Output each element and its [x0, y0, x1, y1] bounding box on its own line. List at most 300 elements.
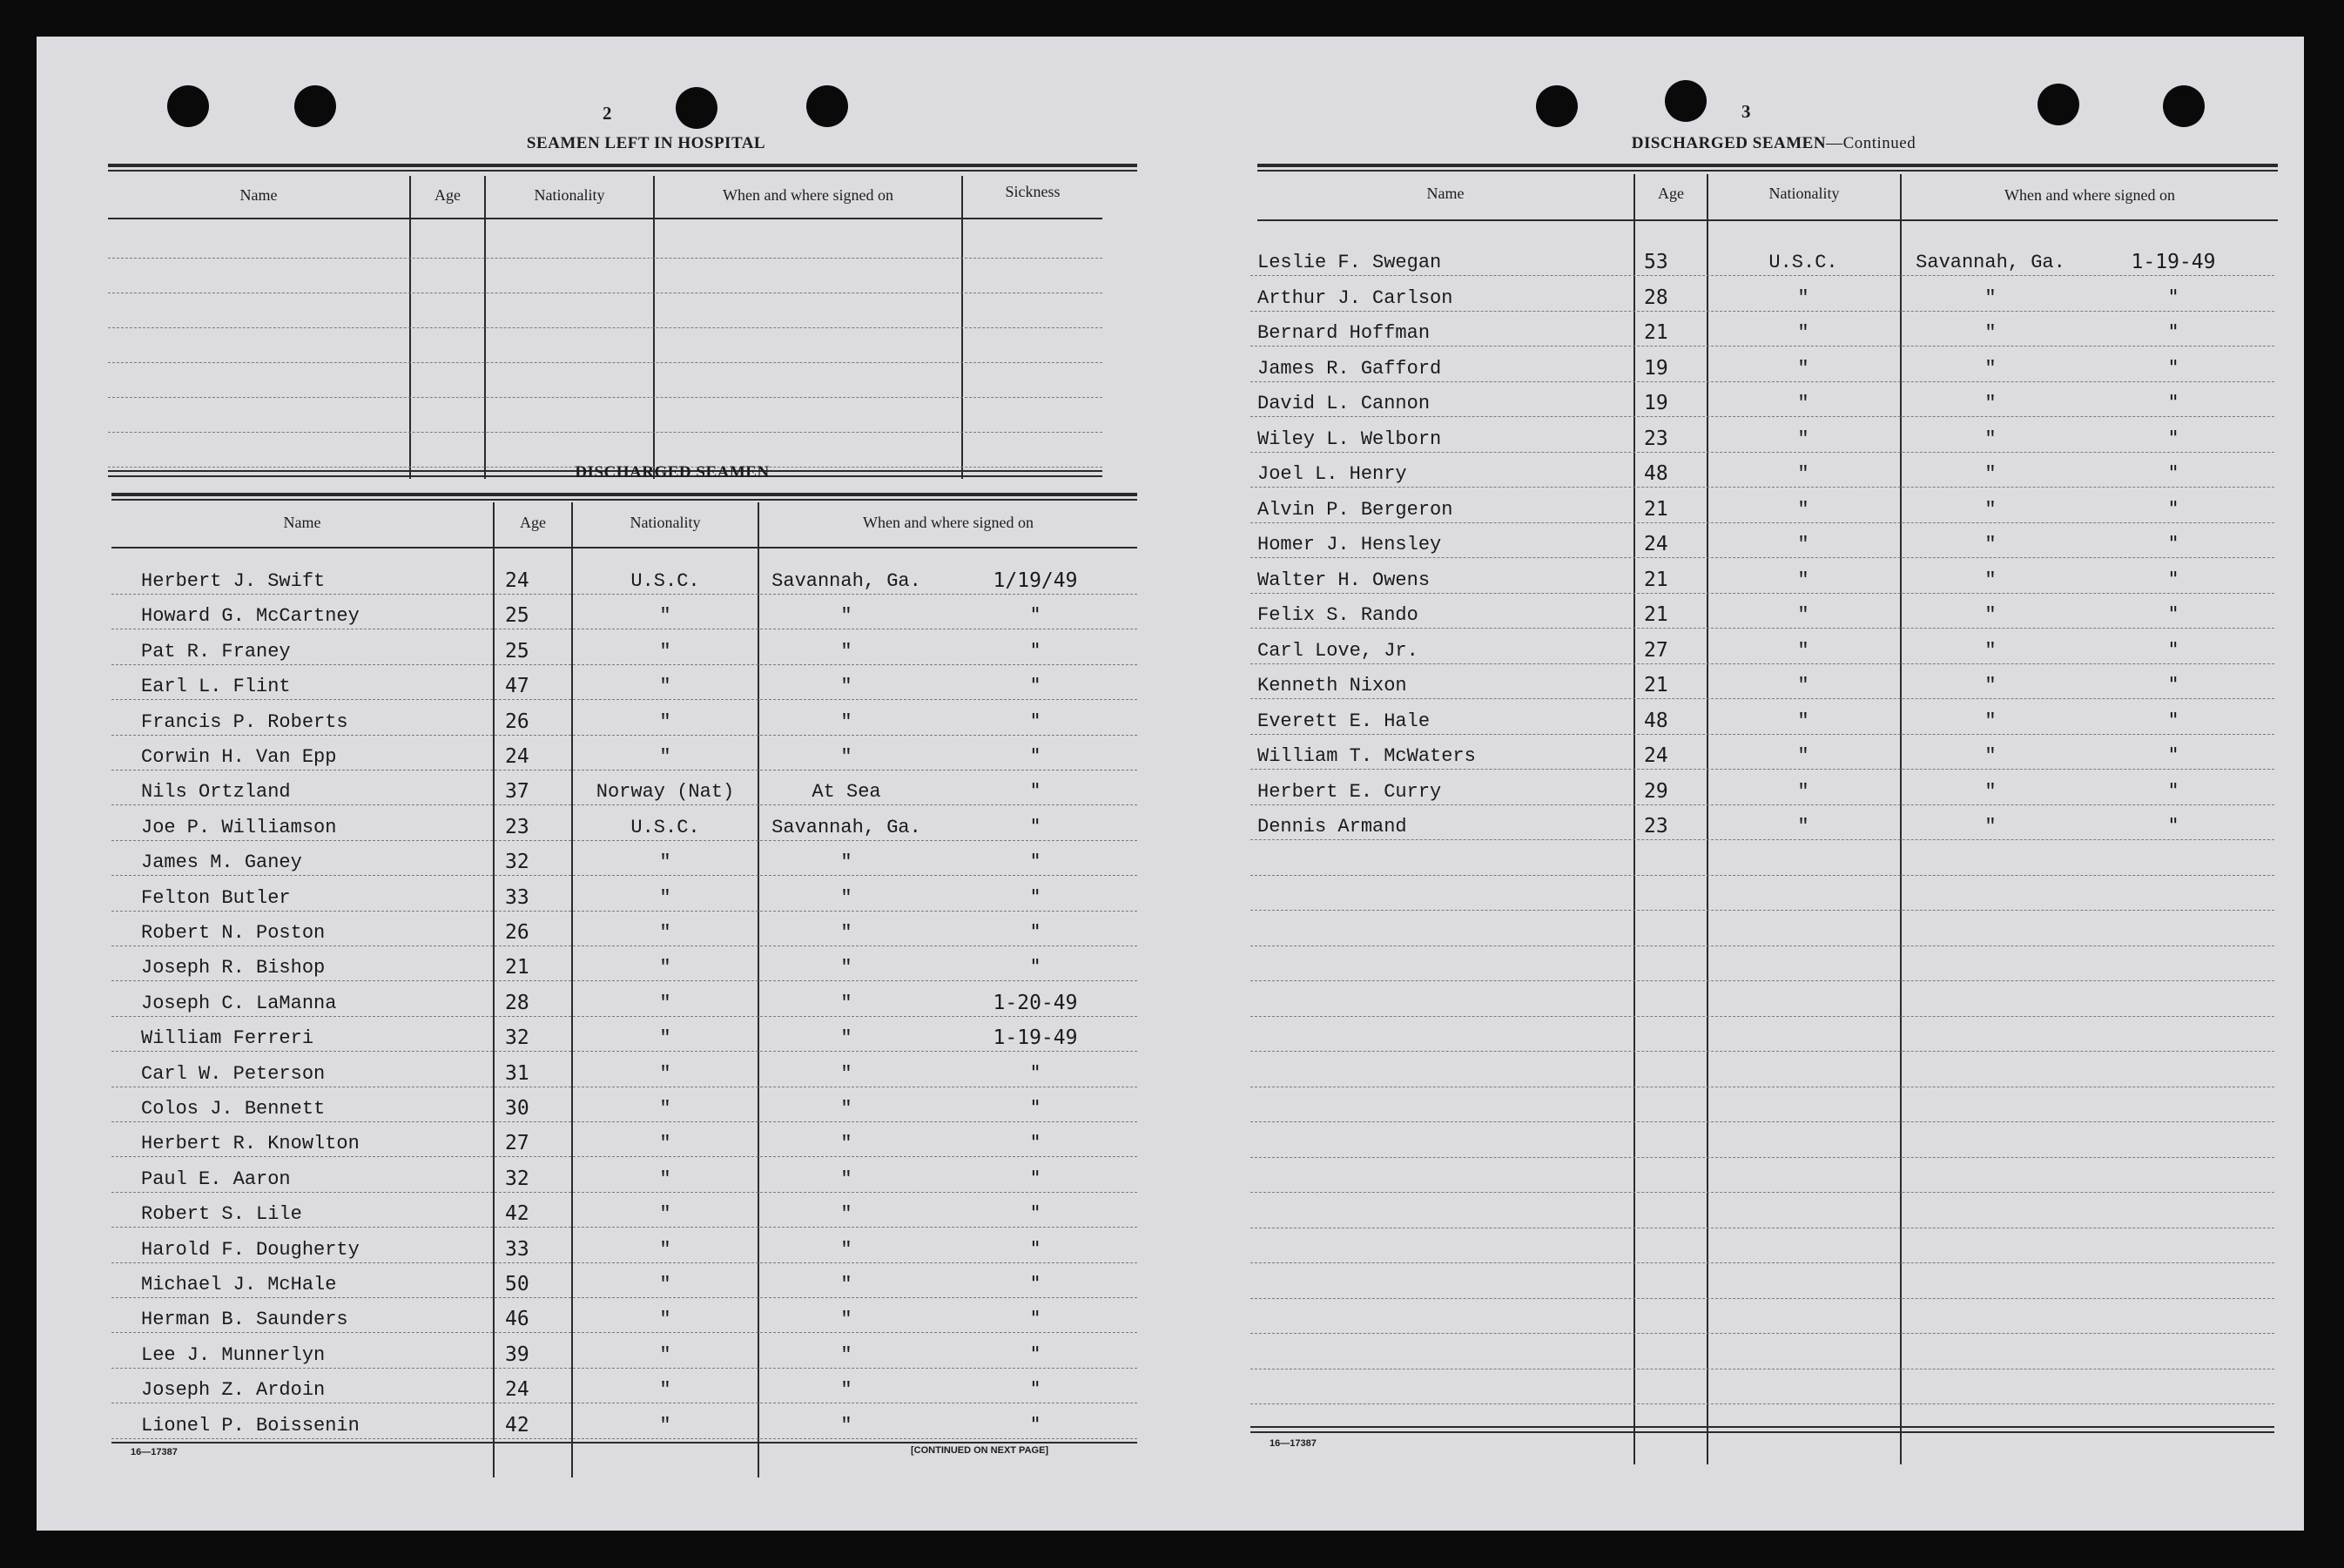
- signed-on-date: ": [1029, 851, 1041, 874]
- hospital-blank-row: [108, 397, 1102, 433]
- signed-on-place: ": [1984, 816, 1997, 838]
- signed-on-date: ": [2167, 568, 2179, 591]
- seaman-nationality: ": [659, 1133, 671, 1155]
- blank-row: [1250, 875, 2274, 911]
- divider: [1250, 1426, 2274, 1428]
- signed-on-place: ": [840, 676, 852, 698]
- seaman-age: 23: [1644, 815, 1668, 838]
- left-page-number: 2: [603, 103, 612, 124]
- divider: [111, 493, 1137, 496]
- seaman-nationality: ": [1797, 816, 1809, 838]
- seaman-age: 27: [505, 1132, 529, 1155]
- signed-on-date: ": [2167, 674, 2179, 697]
- table-row: [1250, 488, 2274, 523]
- seaman-age: 28: [505, 991, 529, 1014]
- table-row: [111, 1157, 1137, 1193]
- seaman-age: 26: [505, 921, 529, 944]
- seaman-name: Bernard Hoffman: [1257, 322, 1431, 344]
- seaman-age: 21: [1644, 568, 1668, 591]
- seaman-nationality: ": [1797, 463, 1809, 485]
- seaman-age: 37: [505, 780, 529, 804]
- signed-on-date: ": [2167, 392, 2179, 414]
- seaman-age: 21: [1644, 603, 1668, 626]
- signed-on-place: ": [1984, 780, 1997, 803]
- seaman-age: 46: [505, 1308, 529, 1331]
- seaman-nationality: ": [659, 1379, 671, 1402]
- table-row: [111, 805, 1137, 841]
- seaman-age: 32: [505, 1167, 529, 1190]
- seaman-age: 33: [505, 885, 529, 909]
- seaman-nationality: ": [659, 1274, 671, 1295]
- seaman-name: Alvin P. Bergeron: [1257, 498, 1453, 521]
- hospital-col-age: Age: [434, 186, 461, 204]
- seaman-nationality: ": [659, 605, 671, 628]
- hospital-blank-row: [108, 258, 1102, 293]
- seaman-name: William Ferreri: [141, 1027, 314, 1050]
- seaman-name: Francis P. Roberts: [141, 710, 348, 733]
- seaman-name: Lionel P. Boissenin: [141, 1414, 360, 1437]
- seaman-age: 28: [1644, 286, 1668, 309]
- seaman-name: Earl L. Flint: [141, 676, 291, 698]
- divider: [108, 218, 1102, 219]
- signed-on-date: ": [1029, 710, 1041, 733]
- seaman-age: 32: [505, 1026, 529, 1050]
- seaman-name: Arthur J. Carlson: [1257, 286, 1453, 309]
- seaman-nationality: ": [659, 676, 671, 698]
- seaman-nationality: ": [659, 746, 671, 768]
- table-row: [111, 981, 1137, 1017]
- seaman-age: 24: [505, 569, 529, 592]
- signed-on-place: ": [1984, 286, 1997, 309]
- table-row: [111, 911, 1137, 946]
- table-row: [111, 1052, 1137, 1087]
- table-row: [1250, 770, 2274, 805]
- punch-hole-icon: [676, 87, 717, 129]
- hospital-blank-row: [108, 223, 1102, 259]
- right-page-number: 3: [1741, 101, 1751, 122]
- table-row: [1250, 663, 2274, 699]
- divider: [111, 547, 1137, 548]
- seaman-nationality: ": [659, 1238, 671, 1261]
- signed-on-date: ": [2167, 603, 2179, 626]
- seaman-nationality: ": [659, 1203, 671, 1226]
- blank-row: [1250, 1016, 2274, 1052]
- table-row: [1250, 804, 2274, 840]
- signed-on-date: ": [2167, 356, 2179, 380]
- table-row: [1250, 734, 2274, 770]
- seaman-age: 33: [505, 1237, 529, 1261]
- seaman-nationality: ": [1797, 393, 1809, 414]
- seaman-nationality: ": [659, 640, 671, 663]
- hospital-col-signed-on: When and where signed on: [723, 186, 893, 204]
- divider: [1257, 170, 2278, 172]
- signed-on-date: ": [1029, 1202, 1041, 1226]
- hospital-blank-row: [108, 432, 1102, 468]
- signed-on-date: ": [1029, 885, 1041, 909]
- seaman-nationality: ": [1797, 604, 1809, 626]
- seaman-nationality: ": [659, 1343, 671, 1366]
- seaman-name: Carl W. Peterson: [141, 1062, 326, 1085]
- signed-on-date: ": [1029, 956, 1041, 979]
- seaman-age: 50: [505, 1273, 529, 1295]
- seaman-age: 26: [505, 710, 529, 733]
- signed-on-date: ": [1029, 1273, 1041, 1295]
- signed-on-place: ": [1984, 675, 1997, 697]
- seaman-nationality: ": [1797, 357, 1809, 380]
- seaman-age: 39: [505, 1343, 529, 1366]
- seaman-age: 19: [1644, 392, 1668, 414]
- signed-on-date: ": [1029, 675, 1041, 698]
- signed-on-place: ": [840, 1414, 852, 1437]
- seaman-name: Dennis Armand: [1257, 816, 1407, 838]
- seaman-name: Joel L. Henry: [1257, 463, 1407, 485]
- blank-row: [1250, 1122, 2274, 1158]
- seaman-age: 31: [505, 1061, 529, 1085]
- seaman-name: Joseph Z. Ardoin: [141, 1379, 326, 1402]
- seaman-age: 32: [505, 851, 529, 874]
- seaman-name: Joe P. Williamson: [141, 816, 337, 838]
- seaman-nationality: ": [659, 851, 671, 874]
- divider: [108, 170, 1137, 172]
- table-row: [1250, 593, 2274, 629]
- signed-on-date: ": [1029, 1378, 1041, 1402]
- punch-hole-icon: [167, 85, 209, 127]
- seaman-nationality: ": [659, 1414, 671, 1437]
- signed-on-place: ": [840, 746, 852, 768]
- divider: [111, 1442, 1137, 1444]
- seaman-nationality: ": [1797, 427, 1809, 450]
- blank-row: [1250, 911, 2274, 946]
- seaman-nationality: U.S.C.: [630, 570, 700, 592]
- table-row: [111, 1297, 1137, 1333]
- blank-row: [1250, 1052, 2274, 1087]
- table-row: [1250, 452, 2274, 488]
- signed-on-place: ": [1984, 710, 1997, 732]
- seaman-name: Joseph R. Bishop: [141, 957, 326, 979]
- signed-on-date: ": [2167, 779, 2179, 803]
- right-col-age: Age: [1658, 185, 1684, 202]
- seaman-name: Nils Ortzland: [141, 781, 291, 804]
- seaman-nationality: ": [659, 886, 671, 909]
- blank-row: [1250, 1157, 2274, 1193]
- right-col-signed-on: When and where signed on: [2004, 186, 2175, 204]
- seaman-name: Joseph C. LaManna: [141, 992, 337, 1014]
- seaman-age: 23: [505, 815, 529, 838]
- table-row: [111, 946, 1137, 981]
- blank-row: [1250, 1087, 2274, 1122]
- seaman-age: 48: [1644, 462, 1668, 485]
- seaman-nationality: ": [1797, 286, 1809, 309]
- seaman-nationality: ": [659, 957, 671, 979]
- seaman-name: Herbert R. Knowlton: [141, 1133, 360, 1155]
- signed-on-place: ": [1984, 534, 1997, 555]
- signed-on-date: ": [2167, 744, 2179, 767]
- seaman-name: Howard G. McCartney: [141, 605, 360, 628]
- blank-row: [1250, 840, 2274, 876]
- divider: [111, 499, 1137, 501]
- blank-row: [1250, 946, 2274, 981]
- table-row: [111, 664, 1137, 700]
- table-row: [111, 840, 1137, 876]
- signed-on-place: ": [840, 1203, 852, 1226]
- signed-on-place: ": [840, 1168, 852, 1190]
- signed-on-place: Savannah, Ga.: [1916, 252, 2065, 273]
- seaman-name: Lee J. Munnerlyn: [141, 1343, 326, 1366]
- signed-on-date: 1/19/49: [993, 569, 1078, 592]
- signed-on-date: ": [2167, 427, 2179, 450]
- seaman-age: 21: [1644, 674, 1668, 697]
- signed-on-date: ": [1029, 1237, 1041, 1261]
- seaman-nationality: ": [659, 710, 671, 733]
- signed-on-place: ": [840, 957, 852, 979]
- table-row: [111, 1192, 1137, 1228]
- signed-on-date: 1-19-49: [2131, 251, 2216, 273]
- table-row: [111, 770, 1137, 805]
- seaman-name: Kenneth Nixon: [1257, 675, 1407, 697]
- seaman-name: Paul E. Aaron: [141, 1168, 291, 1190]
- table-row: [111, 1228, 1137, 1263]
- signed-on-date: ": [1029, 780, 1041, 804]
- seaman-age: 21: [1644, 497, 1668, 521]
- seaman-name: Felton Butler: [141, 886, 291, 909]
- hospital-col-sickness: Sickness: [1005, 183, 1061, 200]
- punch-hole-icon: [2038, 84, 2079, 125]
- punch-hole-icon: [294, 85, 336, 127]
- seaman-name: David L. Cannon: [1257, 393, 1431, 414]
- right-col-name: Name: [1426, 185, 1465, 202]
- table-row: [1250, 417, 2274, 453]
- punch-hole-icon: [806, 85, 848, 127]
- signed-on-date: ": [1029, 1132, 1041, 1155]
- right-section-title: [1256, 134, 2292, 153]
- signed-on-place: ": [1984, 357, 1997, 380]
- signed-on-place: Savannah, Ga.: [771, 816, 921, 838]
- signed-on-place: ": [840, 1274, 852, 1295]
- seaman-age: 29: [1644, 779, 1668, 803]
- punch-hole-icon: [1665, 80, 1707, 122]
- seaman-age: 27: [1644, 638, 1668, 662]
- discharged-col-nationality: Nationality: [630, 514, 701, 531]
- seaman-age: 21: [505, 956, 529, 979]
- signed-on-place: ": [1984, 745, 1997, 767]
- signed-on-place: ": [840, 1098, 852, 1120]
- signed-on-date: ": [1029, 1343, 1041, 1366]
- signed-on-date: ": [2167, 497, 2179, 521]
- right-section-title-suffix: —Continued: [1826, 134, 1916, 152]
- signed-on-place: ": [840, 1027, 852, 1050]
- signed-on-date: ": [2167, 533, 2179, 555]
- table-row: [111, 594, 1137, 629]
- form-number: 16—17387: [131, 1447, 178, 1457]
- discharged-col-signed-on: When and where signed on: [863, 514, 1034, 531]
- seaman-name: James R. Gafford: [1257, 357, 1442, 380]
- signed-on-place: ": [840, 710, 852, 733]
- seaman-age: 24: [505, 745, 529, 768]
- divider: [1257, 164, 2278, 167]
- right-form-number: 16—17387: [1270, 1438, 1317, 1449]
- signed-on-date: ": [2167, 815, 2179, 838]
- blank-row: [1250, 1193, 2274, 1228]
- seaman-name: Harold F. Dougherty: [141, 1238, 360, 1261]
- right-section-title-main: DISCHARGED SEAMEN: [1631, 134, 1827, 152]
- blank-row: [1250, 1369, 2274, 1404]
- signed-on-place: ": [840, 886, 852, 909]
- hospital-blank-row: [108, 293, 1102, 328]
- table-row: [1250, 311, 2274, 347]
- table-row: [1250, 347, 2274, 382]
- seaman-nationality: ": [659, 1062, 671, 1085]
- table-row: [1250, 629, 2274, 664]
- seaman-age: 24: [505, 1378, 529, 1402]
- seaman-nationality: ": [659, 1309, 671, 1331]
- punch-hole-icon: [2163, 85, 2205, 127]
- seaman-name: Corwin H. Van Epp: [141, 746, 337, 768]
- seaman-nationality: ": [1797, 322, 1809, 344]
- seaman-name: Michael J. McHale: [141, 1274, 337, 1295]
- discharged-col-age: Age: [520, 514, 546, 531]
- signed-on-date: ": [2167, 462, 2179, 485]
- signed-on-place: ": [840, 1343, 852, 1366]
- discharged-col-name: Name: [283, 514, 321, 531]
- seaman-name: Felix S. Rando: [1257, 604, 1418, 626]
- seaman-age: 47: [505, 675, 529, 698]
- table-row: [111, 700, 1137, 736]
- seaman-age: 19: [1644, 356, 1668, 380]
- seaman-age: 23: [1644, 427, 1668, 450]
- divider: [108, 164, 1137, 167]
- hospital-col-nationality: Nationality: [534, 186, 605, 204]
- table-row: [111, 1333, 1137, 1369]
- seaman-nationality: ": [659, 1098, 671, 1120]
- hospital-col-name: Name: [239, 186, 278, 204]
- divider: [1257, 219, 2278, 221]
- signed-on-place: ": [840, 605, 852, 628]
- seaman-name: Homer J. Hensley: [1257, 534, 1442, 555]
- table-row: [111, 1368, 1137, 1403]
- seaman-nationality: ": [659, 1168, 671, 1190]
- seaman-age: 42: [505, 1202, 529, 1226]
- signed-on-place: ": [840, 1133, 852, 1155]
- seaman-age: 42: [505, 1413, 529, 1437]
- seaman-name: Colos J. Bennett: [141, 1098, 326, 1120]
- blank-row: [1250, 1334, 2274, 1369]
- signed-on-place: ": [1984, 498, 1997, 521]
- table-row: [1250, 522, 2274, 558]
- signed-on-date: ": [1029, 745, 1041, 768]
- seaman-nationality: ": [1797, 780, 1809, 803]
- signed-on-place: ": [1984, 427, 1997, 450]
- signed-on-date: ": [1029, 604, 1041, 628]
- signed-on-place: ": [1984, 569, 1997, 591]
- seaman-name: William T. McWaters: [1257, 745, 1476, 767]
- signed-on-place: ": [1984, 463, 1997, 485]
- seaman-nationality: ": [1797, 534, 1809, 555]
- blank-row: [1250, 1263, 2274, 1299]
- blank-row: [1250, 1298, 2274, 1334]
- seaman-age: 48: [1644, 709, 1668, 732]
- signed-on-date: 1-19-49: [993, 1026, 1078, 1050]
- seaman-nationality: ": [1797, 498, 1809, 521]
- signed-on-date: ": [1029, 1413, 1041, 1437]
- signed-on-date: ": [1029, 815, 1041, 838]
- signed-on-place: ": [840, 1238, 852, 1261]
- table-row: [1250, 276, 2274, 312]
- table-row: [1250, 381, 2274, 417]
- signed-on-date: ": [1029, 1167, 1041, 1190]
- signed-on-place: At Sea: [812, 781, 881, 804]
- right-col-nationality: Nationality: [1768, 185, 1840, 202]
- seaman-nationality: ": [1797, 675, 1809, 697]
- signed-on-place: ": [1984, 639, 1997, 662]
- signed-on-place: ": [1984, 322, 1997, 344]
- seaman-name: Herbert E. Curry: [1257, 780, 1442, 803]
- seaman-nationality: ": [659, 992, 671, 1014]
- seaman-name: Pat R. Franey: [141, 640, 291, 663]
- table-row: [111, 876, 1137, 912]
- signed-on-place: ": [1984, 393, 1997, 414]
- seaman-age: 21: [1644, 321, 1668, 344]
- signed-on-date: ": [1029, 1097, 1041, 1120]
- punch-hole-icon: [1536, 85, 1578, 127]
- seaman-age: 25: [505, 604, 529, 628]
- signed-on-place: ": [840, 1379, 852, 1402]
- hospital-blank-row: [108, 362, 1102, 398]
- table-row: [111, 735, 1137, 771]
- discharged-section-title: DISCHARGED SEAMEN: [575, 463, 770, 481]
- signed-on-date: ": [2167, 286, 2179, 309]
- seaman-age: 24: [1644, 533, 1668, 555]
- seaman-name: Herbert J. Swift: [141, 570, 326, 592]
- seaman-name: Wiley L. Welborn: [1257, 427, 1442, 450]
- seaman-name: Walter H. Owens: [1257, 569, 1431, 591]
- table-row: [111, 1087, 1137, 1122]
- seaman-nationality: ": [1797, 745, 1809, 767]
- seaman-nationality: ": [659, 1027, 671, 1050]
- signed-on-place: ": [840, 640, 852, 663]
- table-row: [111, 559, 1137, 595]
- seaman-age: 30: [505, 1097, 529, 1120]
- table-row: [111, 629, 1137, 665]
- signed-on-place: ": [840, 851, 852, 874]
- signed-on-date: 1-20-49: [993, 991, 1078, 1014]
- seaman-nationality: ": [1797, 569, 1809, 591]
- hospital-section-title: SEAMEN LEFT IN HOSPITAL: [526, 134, 766, 152]
- signed-on-date: ": [1029, 1061, 1041, 1085]
- seaman-name: Herman B. Saunders: [141, 1309, 348, 1331]
- signed-on-place: ": [840, 1309, 852, 1331]
- signed-on-place: ": [840, 992, 852, 1014]
- blank-row: [1250, 1228, 2274, 1263]
- seaman-age: 53: [1644, 251, 1668, 273]
- divider: [1250, 1431, 2274, 1433]
- table-row: [1250, 240, 2274, 276]
- seaman-name: James M. Ganey: [141, 851, 302, 874]
- signed-on-place: ": [840, 1062, 852, 1085]
- signed-on-date: ": [1029, 639, 1041, 663]
- seaman-age: 24: [1644, 744, 1668, 767]
- seaman-name: Carl Love, Jr.: [1257, 639, 1418, 662]
- signed-on-date: ": [1029, 1308, 1041, 1331]
- signed-on-date: ": [1029, 921, 1041, 944]
- seaman-nationality: ": [659, 922, 671, 944]
- seaman-name: Robert N. Poston: [141, 922, 326, 944]
- seaman-name: Leslie F. Swegan: [1257, 252, 1442, 273]
- table-row: [1250, 699, 2274, 735]
- table-row: [111, 1403, 1137, 1439]
- table-row: [1250, 558, 2274, 594]
- seaman-nationality: ": [1797, 710, 1809, 732]
- signed-on-date: ": [2167, 321, 2179, 344]
